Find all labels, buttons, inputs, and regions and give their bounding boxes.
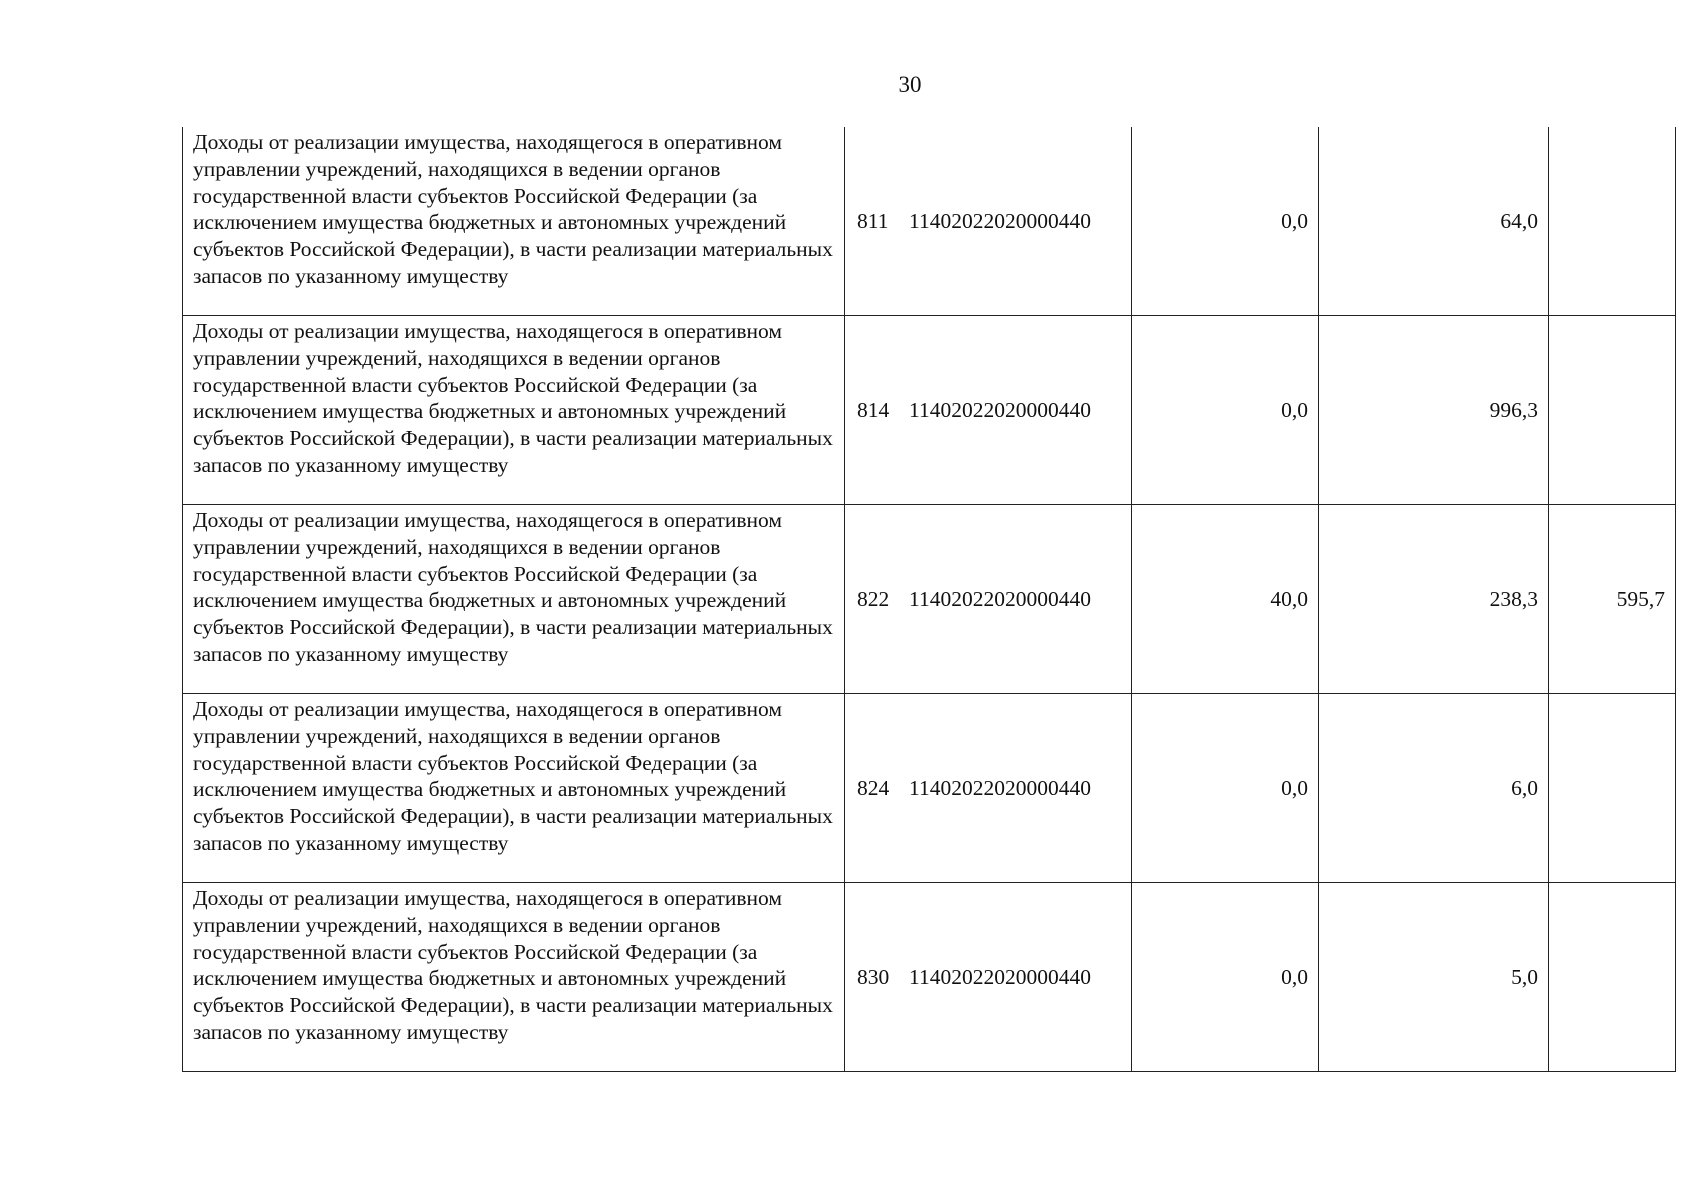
row-description: Доходы от реализации имущества, находящегося в оперативном управлении учреждений, находящихся в ведении органов государственной власти субъектов Российской Федерации (за исключением имущества бюджетных и автономных учреждений субъектов Российской Федерации), в части реализации материальных запасов по указанному имуществу bbox=[193, 130, 833, 288]
page-number: 30 bbox=[898, 72, 922, 97]
row-value-3 bbox=[1549, 127, 1676, 316]
row-code-cell bbox=[845, 883, 1132, 1072]
row-kbk-code: 11402022020000440 bbox=[909, 775, 1091, 800]
row-admin-code: 822 bbox=[857, 586, 890, 611]
row-value-1: 40,0 bbox=[1132, 505, 1319, 694]
row-value-1: 0,0 bbox=[1132, 694, 1319, 883]
row-code-cell bbox=[845, 505, 1132, 694]
row-code-cell bbox=[845, 694, 1132, 883]
row-description-cell bbox=[183, 505, 845, 694]
row-value-1: 0,0 bbox=[1132, 883, 1319, 1072]
row-admin-code: 824 bbox=[857, 775, 890, 800]
row-value-2: 238,3 bbox=[1319, 505, 1549, 694]
table-row bbox=[183, 505, 1676, 694]
row-value-3 bbox=[1549, 883, 1676, 1072]
row-description: Доходы от реализации имущества, находящегося в оперативном управлении учреждений, находящихся в ведении органов государственной власти субъектов Российской Федерации (за исключением имущества бюджетных и автономных учреждений субъектов Российской Федерации), в части реализации материальных запасов по указанному имуществу bbox=[193, 697, 833, 855]
revenue-table bbox=[182, 127, 1676, 1072]
row-value-3: 595,7 bbox=[1549, 505, 1676, 694]
row-value-2: 5,0 bbox=[1319, 883, 1549, 1072]
row-value-1: 0,0 bbox=[1132, 316, 1319, 505]
row-value-2: 996,3 bbox=[1319, 316, 1549, 505]
row-code-cell bbox=[845, 316, 1132, 505]
table-row bbox=[183, 694, 1676, 883]
row-value-2: 64,0 bbox=[1319, 127, 1549, 316]
row-description-cell bbox=[183, 883, 845, 1072]
row-description-cell bbox=[183, 694, 845, 883]
row-value-3 bbox=[1549, 694, 1676, 883]
row-kbk-code: 11402022020000440 bbox=[909, 397, 1091, 422]
row-description-cell bbox=[183, 316, 845, 505]
row-description: Доходы от реализации имущества, находящегося в оперативном управлении учреждений, находящихся в ведении органов государственной власти субъектов Российской Федерации (за исключением имущества бюджетных и автономных учреждений субъектов Российской Федерации), в части реализации материальных запасов по указанному имуществу bbox=[193, 319, 833, 477]
row-admin-code: 830 bbox=[857, 964, 890, 989]
row-code-cell bbox=[845, 127, 1132, 316]
table-row bbox=[183, 127, 1676, 316]
row-kbk-code: 11402022020000440 bbox=[909, 964, 1091, 989]
row-value-1: 0,0 bbox=[1132, 127, 1319, 316]
row-kbk-code: 11402022020000440 bbox=[909, 208, 1091, 233]
row-description: Доходы от реализации имущества, находящегося в оперативном управлении учреждений, находящихся в ведении органов государственной власти субъектов Российской Федерации (за исключением имущества бюджетных и автономных учреждений субъектов Российской Федерации), в части реализации материальных запасов по указанному имуществу bbox=[193, 508, 833, 666]
row-value-3 bbox=[1549, 316, 1676, 505]
row-admin-code: 811 bbox=[857, 208, 889, 233]
row-description: Доходы от реализации имущества, находящегося в оперативном управлении учреждений, находящихся в ведении органов государственной власти субъектов Российской Федерации (за исключением имущества бюджетных и автономных учреждений субъектов Российской Федерации), в части реализации материальных запасов по указанному имуществу bbox=[193, 886, 833, 1044]
row-kbk-code: 11402022020000440 bbox=[909, 586, 1091, 611]
table-row bbox=[183, 883, 1676, 1072]
row-value-2: 6,0 bbox=[1319, 694, 1549, 883]
row-admin-code: 814 bbox=[857, 397, 890, 422]
row-description-cell bbox=[183, 127, 845, 316]
table-row bbox=[183, 316, 1676, 505]
